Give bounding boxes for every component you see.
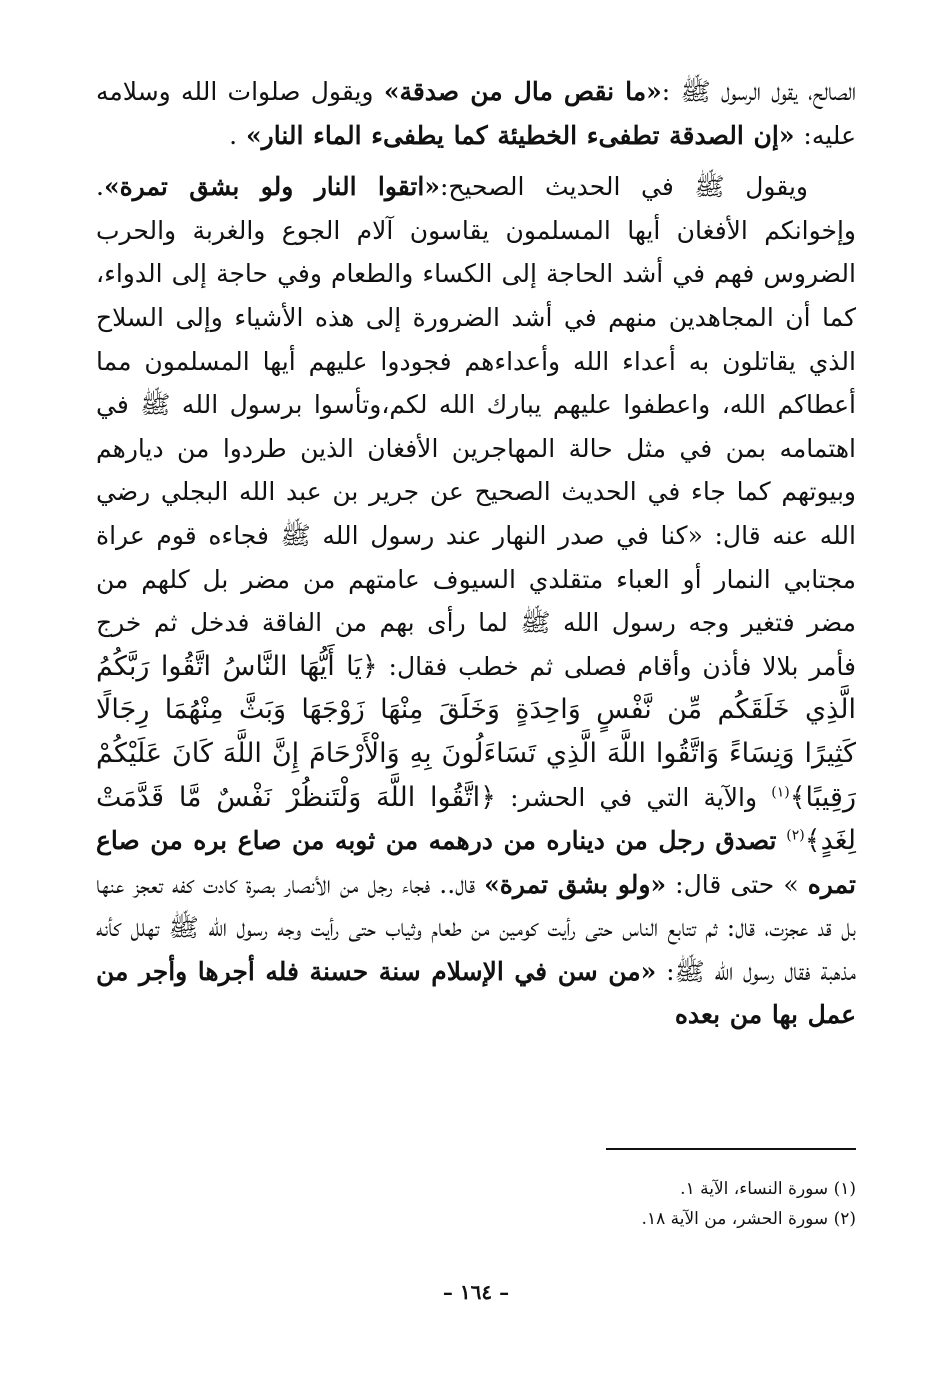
text-run: قال.. فجاء رجل من الأنصار بصرة كادت كفه تعجز عنها بل قد عجزت، قال: ثم تتابع الناس حتى رأيت كومين من طعام وثياب حتى رأيت وجه رسول الله ﷺ تهلل كأنه مذهبة فقال رسول الله ﷺ: [96, 869, 856, 986]
hadith-quote: تصدق رجل من ديناره من درهمه من ثوبه من صاع بره من صاع تمره [96, 826, 856, 899]
text-run: والآية التي في الحشر: [495, 782, 772, 812]
footnote-divider [606, 1148, 856, 1150]
hadith-quote: «ولو بشق تمرة» [484, 869, 667, 899]
text-run: . وإخوانكم الأفغان أيها المسلمون يقاسون آلام الجوع والغربة والحرب الضروس فهم في أشد الحاجة إلى الكساء والطعام وفي حاجة إلى الدواء، كما أن المجاهدين منهم في أشد الضرورة إلى هذه الأشياء وإلى السلاح الذي يقاتلون به أعداء الله وأعداءهم فجودوا عليهم أيها المسلمون مما أعطاكم الله، واعطفوا عليهم يبارك الله لكم،وتأسوا برسول الله ﷺ في اهتمامه بمن في مثل حالة المهاجرين الأفغان الذين طردوا من ديارهم وبيوتهم كما جاء في الحديث الصحيح عن جرير بن عبد الله البجلي رضي الله عنه قال: «كنا في صدر النهار عند رسول الله ﷺ فجاءه قوم عراة مجتابي النمار أو العباء متقلدي السيوف عامتهم من مضر بل كلهم من مضر فتغير وجه رسول الله ﷺ لما رأى بهم من الفاقة فدخل ثم خرج فأمر بلالا فأذن وأقام فصلى ثم خطب فقال: [96, 172, 856, 681]
paragraph-2 [96, 165, 856, 1037]
text-run [777, 826, 787, 855]
page [96, 70, 856, 1310]
footnote-ref[interactable]: (١) [771, 784, 790, 801]
quran-verse: ﴿اتَّقُوا اللَّهَ وَلْتَنظُرْ نَفْسٌ مَّا قَدَّمَتْ لِغَدٍ﴾ [96, 781, 857, 857]
footnotes [96, 1148, 856, 1234]
text-run: . [229, 120, 247, 150]
footnote-1: (١) سورة النساء، الآية ١. [680, 1179, 856, 1199]
body-text [96, 70, 856, 1037]
footnote-2: (٢) سورة الحشر، من الآية ١٨. [641, 1209, 856, 1229]
hadith-quote: «ما نقص مال من صدقة» [383, 77, 662, 106]
text-run: الصالح، يقول الرسول ﷺ : [661, 77, 857, 106]
quran-verse: ﴿يَا أَيُّهَا النَّاسُ اتَّقُوا رَبَّكُمُ الَّذِي خَلَقَكُم مِّن نَّفْسٍ وَاحِدَةٍ وَخَلَقَ مِنْهَا زَوْجَهَا وَبَثَّ مِنْهُمَا رِجَالًا كَثِيرًا وَنِسَاءً وَاتَّقُوا اللَّهَ الَّذِي تَسَاءَلُونَ بِهِ وَالْأَرْحَامَ إِنَّ اللَّهَ كَانَ عَلَيْكُمْ رَقِيبًا﴾ [96, 650, 856, 813]
footnote-ref[interactable]: (٢) [786, 827, 805, 844]
text-run: ويقول صلوات الله وسلامه عليه: [96, 77, 856, 150]
paragraph-1 [96, 70, 856, 157]
text-run: ويقول ﷺ في الحديث الصحيح: [439, 172, 808, 202]
hadith-quote: «من سن في الإسلام سنة حسنة فله أجرها وأجر من عمل بها من بعده [96, 956, 856, 1030]
page-number: – ١٦٤ – [442, 1280, 510, 1304]
hadith-quote: «إن الصدقة تطفىء الخطيئة كما يطفىء الماء النار» [246, 120, 795, 150]
text-run: » حتى قال: [666, 869, 808, 899]
hadith-quote: «اتقوا النار ولو بشق تمرة» [103, 172, 440, 202]
